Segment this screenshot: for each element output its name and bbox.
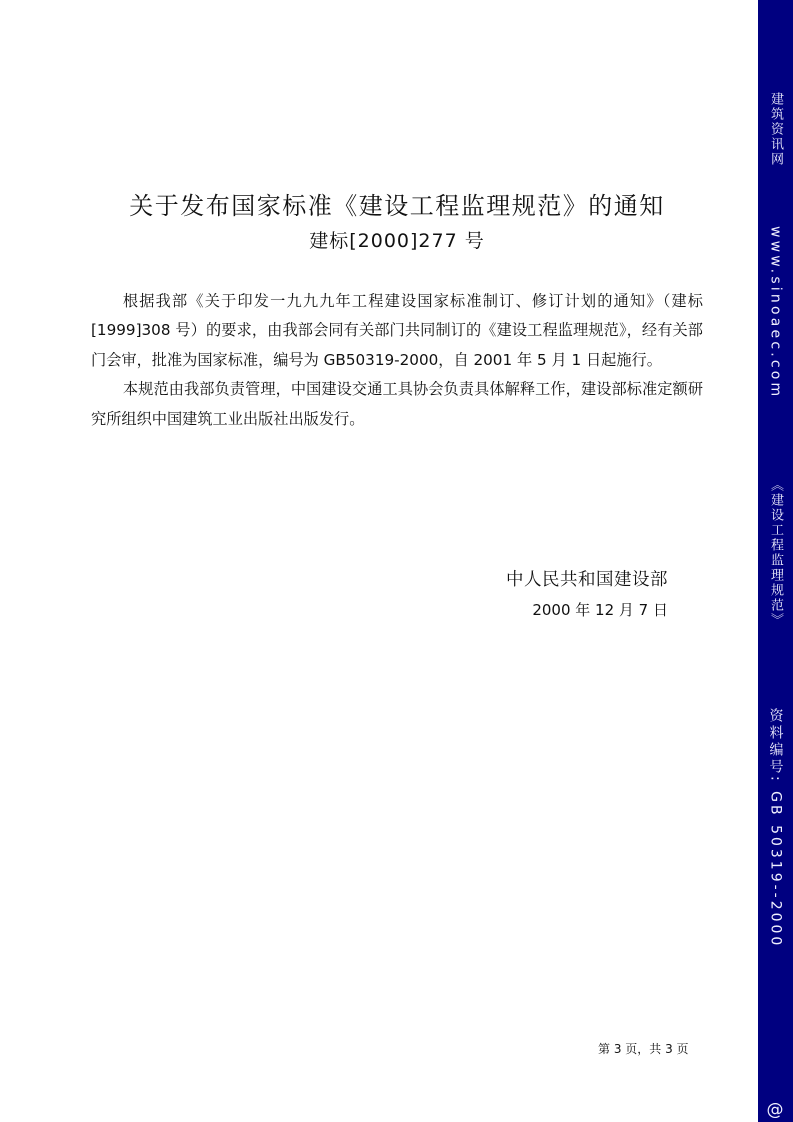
- title-block: [91, 188, 703, 256]
- signature-organization: 中人民共和国建设部: [506, 570, 668, 590]
- side-document-name: 《建设工程监理规范》: [768, 478, 783, 628]
- signature-date: 2000 年 12 月 7 日: [532, 601, 668, 619]
- side-banner: [758, 0, 793, 1122]
- side-document-code: 资料编号: GB 50319--2000: [767, 708, 784, 949]
- page-footer: 第 3 页，共 3 页: [598, 1042, 689, 1056]
- side-site-url: www.sinoaec.com: [767, 226, 784, 400]
- document-number: 建标[2000]277 号: [309, 230, 485, 252]
- body-text: [91, 287, 703, 434]
- at-sign-icon: @: [766, 1100, 784, 1120]
- signature-block: [506, 566, 668, 624]
- side-site-name: 建筑资讯网: [768, 92, 783, 167]
- paragraph-2: 本规范由我部负责管理，中国建设交通工具协会负责具体解释工作，建设部标准定额研究所组织中国建筑工业出版社出版发行。: [91, 380, 703, 428]
- paragraph-1: 根据我部《关于印发一九九九年工程建设国家标准制订、修订计划的通知》（建标[1999]308 号）的要求，由我部会同有关部门共同制订的《建设工程监理规范》，经有关部门会审，批准为国家标准，编号为 GB50319-2000，自 2001 年 5 月 1 日起施行。: [91, 292, 703, 369]
- page-title: 关于发布国家标准《建设工程监理规范》的通知: [129, 192, 665, 220]
